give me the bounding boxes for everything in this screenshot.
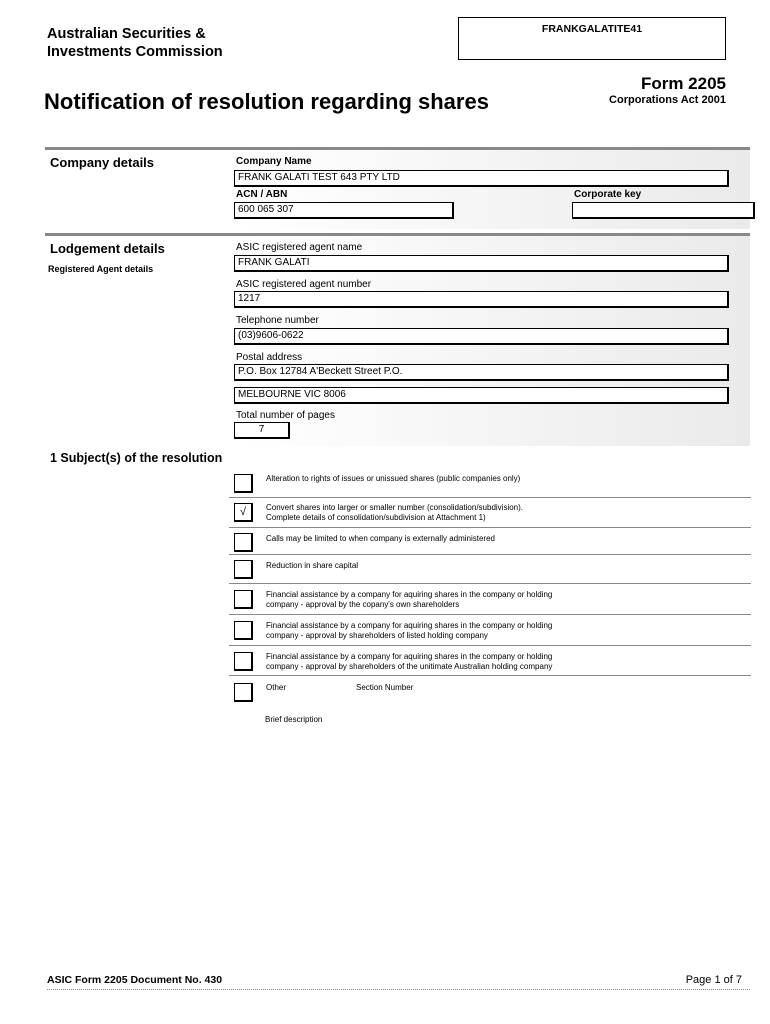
subject-label — [266, 590, 552, 610]
footer-page-number: Page 1 of 7 — [685, 974, 742, 986]
company-details-heading: Company details — [50, 155, 155, 170]
subject-label — [266, 621, 552, 641]
subject-label-line-1: Other — [266, 683, 287, 692]
total-pages-label: Total number of pages — [236, 410, 335, 421]
subject-row — [229, 646, 751, 676]
telephone-label: Telephone number — [236, 315, 319, 326]
subject-checkbox[interactable] — [234, 652, 253, 671]
subject-checkbox[interactable] — [234, 474, 253, 493]
page-footer — [47, 968, 750, 990]
subject-checkbox[interactable] — [234, 533, 253, 552]
subject-checkbox[interactable] — [234, 621, 253, 640]
organisation-line-1: Australian Securities & — [47, 26, 206, 42]
subject-label-line-2: Complete details of consolidation/subdivision at Attachment 1) — [266, 513, 486, 522]
subject-row — [229, 615, 751, 646]
agent-name-field[interactable]: FRANK GALATI — [234, 255, 729, 272]
subject-label-line-2: company - approval by shareholders of listed holding company — [266, 631, 488, 640]
postal-address-line-1[interactable]: P.O. Box 12784 A'Beckett Street P.O. — [234, 364, 729, 381]
subject-label — [266, 561, 358, 571]
subject-label-line-1: Financial assistance by a company for aquiring shares in the company or holding — [266, 590, 553, 599]
subject-label-line-1: Calls may be limited to when company is externally administered — [266, 534, 495, 543]
subject-label-line-1: Financial assistance by a company for aquiring shares in the company or holding — [266, 621, 553, 630]
agent-number-field[interactable]: 1217 — [234, 291, 729, 308]
subject-row-other — [229, 676, 751, 706]
subject-checkbox[interactable] — [234, 560, 253, 579]
subject-checkbox[interactable] — [234, 683, 253, 702]
subject-row — [229, 498, 751, 528]
telephone-field[interactable]: (03)9606-0622 — [234, 328, 729, 345]
subject-row — [229, 555, 751, 584]
section-number-label: Section Number — [356, 683, 414, 692]
agent-name-label: ASIC registered agent name — [236, 242, 363, 253]
total-pages-field[interactable]: 7 — [234, 422, 290, 439]
reference-code: FRANKGALATITE41 — [541, 23, 643, 35]
lodgement-details-heading: Lodgement details — [50, 241, 165, 256]
company-name-field[interactable]: FRANK GALATI TEST 643 PTY LTD — [234, 170, 729, 187]
subject-label — [266, 683, 286, 693]
acn-abn-label: ACN / ABN — [236, 189, 288, 200]
company-name-label: Company Name — [236, 156, 312, 167]
act-name: Corporations Act 2001 — [609, 94, 726, 106]
subjects-heading: 1 Subject(s) of the resolution — [50, 451, 223, 465]
postal-address-label: Postal address — [236, 352, 303, 363]
subject-label — [266, 534, 495, 544]
subject-label-line-1: Convert shares into larger or smaller number (consolidation/subdivision). — [266, 503, 524, 512]
footer-document-number: ASIC Form 2205 Document No. 430 — [47, 974, 223, 986]
acn-abn-field[interactable]: 600 065 307 — [234, 202, 454, 219]
company-details-section — [45, 147, 750, 229]
corporate-key-field[interactable] — [572, 202, 755, 219]
subject-checkbox[interactable]: √ — [234, 503, 253, 522]
subject-row — [229, 468, 751, 498]
form-number: Form 2205 — [640, 74, 726, 93]
subject-row — [229, 584, 751, 615]
subject-label-line-1: Reduction in share capital — [266, 561, 359, 570]
page-title: Notification of resolution regarding shares — [44, 89, 489, 114]
organisation-name — [47, 25, 223, 61]
registered-agent-subheading: Registered Agent details — [48, 264, 154, 274]
agent-number-label: ASIC registered agent number — [236, 279, 372, 290]
reference-box — [458, 17, 726, 60]
subject-row — [229, 528, 751, 555]
subject-label-line-1: Financial assistance by a company for aquiring shares in the company or holding — [266, 652, 553, 661]
corporate-key-label: Corporate key — [574, 189, 642, 200]
subject-checkbox[interactable] — [234, 590, 253, 609]
organisation-line-2: Investments Commission — [47, 44, 223, 60]
lodgement-details-section — [45, 233, 750, 446]
subject-label-line-2: company - approval by the copany's own shareholders — [266, 600, 460, 609]
subject-label-line-1: Alteration to rights of issues or unissued shares (public companies only) — [266, 474, 521, 483]
postal-address-line-2[interactable]: MELBOURNE VIC 8006 — [234, 387, 729, 404]
brief-description-label: Brief description — [265, 715, 323, 724]
subject-label — [266, 652, 552, 672]
subject-label — [266, 474, 520, 484]
subject-label-line-2: company - approval by shareholders of the unitimate Australian holding company — [266, 662, 553, 671]
subject-label — [266, 503, 523, 523]
